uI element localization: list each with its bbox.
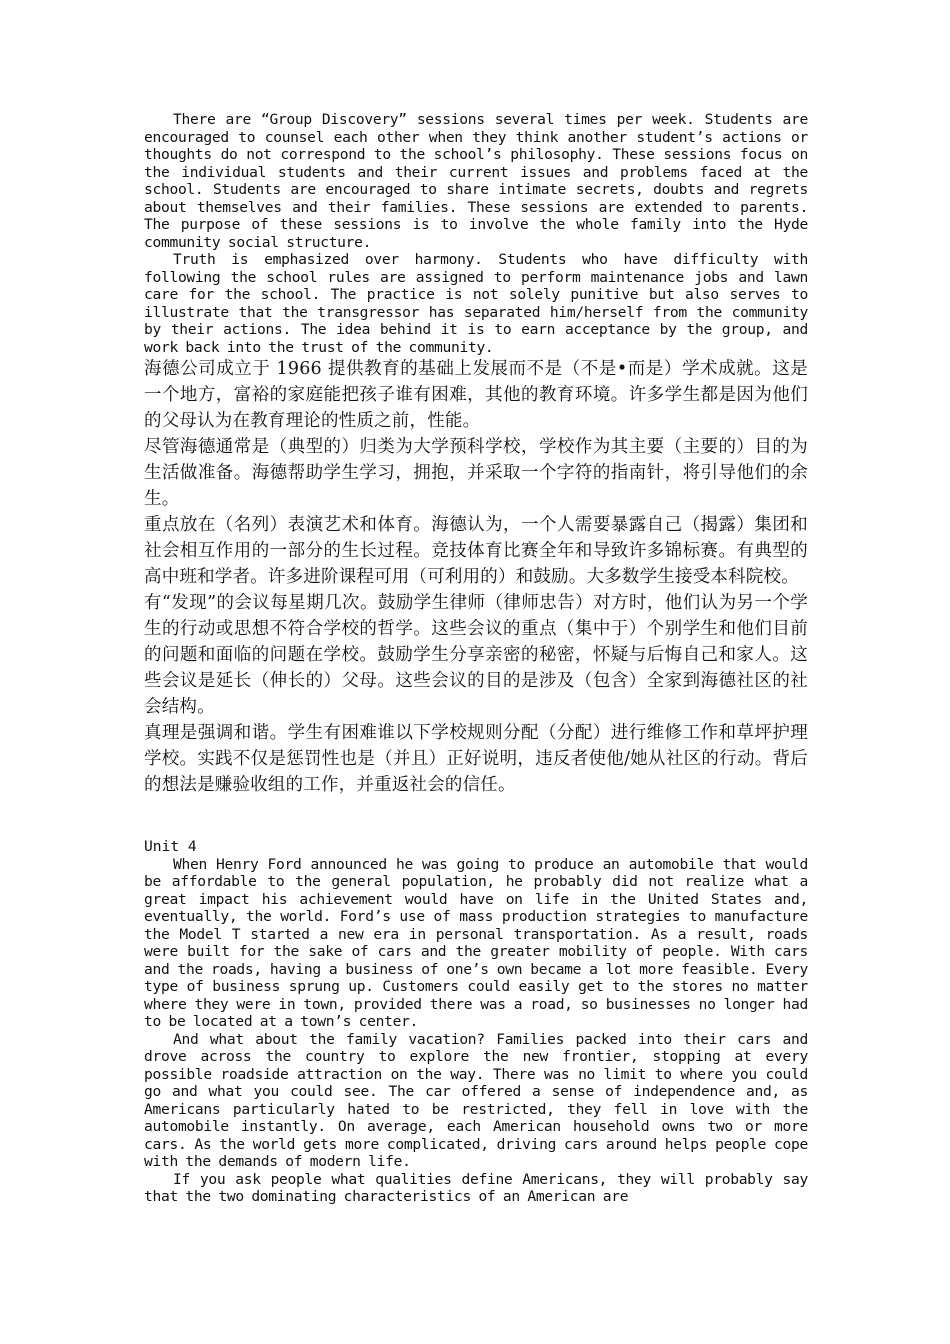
paragraph-zh-4: 有“发现”的会议每星期几次。鼓励学生律师（律师忠告）对方时，他们认为另一个学生的行动或思想不符合学校的哲学。这些会议的重点（集中于）个别学生和他们目前的问题和面临的问题在学校。鼓励学生分享亲密的秘密，怀疑与后悔自己和家人。这些会议是延长（伸长的）父母。这些会议的目的是涉及（包含）全家到海德社区的社会结构。 bbox=[144, 593, 808, 717]
paragraph-zh-1: 海德公司成立于 1966 提供教育的基础上发展而不是（不是•而是）学术成就。这是一个地方，富裕的家庭能把孩子谁有困难，其他的教育环境。许多学生都是因为他们的父母认为在教育理论的性质之前，性能。 bbox=[144, 359, 808, 431]
paragraph-zh-5: 真理是强调和谐。学生有困难谁以下学校规则分配（分配）进行维修工作和草坪护理学校。实践不仅是惩罚性也是（并且）正好说明，违反者使他/她从社区的行动。背后的想法是赚验收组的工作，并重返社会的信任。 bbox=[144, 723, 808, 795]
paragraph-truth-harmony: Truth is emphasized over harmony. Students who have difficulty with following the school rules are assigned to perform maintenance jobs and lawn care for the school. The practice is not solely punitive but also serves to illustrate that the transgressor has separated him/herself from the community by their actions. The idea behind it is to earn acceptance by the group, and work back into the trust of the community. bbox=[144, 251, 808, 356]
paragraph-zh-2: 尽管海德通常是（典型的）归类为大学预科学校，学校作为其主要（主要的）目的为生活做准备。海德帮助学生学习，拥抱，并采取一个字符的指南针，将引导他们的余生。 bbox=[144, 437, 808, 509]
paragraph-qualities: If you ask people what qualities define Americans, they will probably say that the two dominating characteristics of an American are bbox=[144, 1170, 808, 1205]
document-page bbox=[144, 111, 808, 1206]
paragraph-henry-ford: When Henry Ford announced he was going to produce an automobile that would be affordable to the general population, he probably did not realize what a great impact his achievement would have on life in the United States and, eventually, the world. Ford’s use of mass production strategies to manufacture the Model T started a new era in personal transportation. As a result, roads were built for the sake of cars and the greater mobility of people. With cars and the roads, having a business of one’s own became a lot more feasible. Every type of business sprung up. Customers could easily get to the stores no matter where they were in town, provided there was a road, so businesses no longer had to be located at a town’s center. bbox=[144, 855, 808, 1030]
section-spacer bbox=[144, 798, 808, 838]
paragraph-family-vacation: And what about the family vacation? Families packed into their cars and drove across the country to explore the new frontier, stopping at every possible roadside attraction on the way. There was no limit to where you could go and what you could see. The car offered a sense of independence and, as Americans particularly hated to be restricted, they fell in love with the automobile instantly. On average, each American household owns two or more cars. As the world gets more complicated, driving cars around helps people cope with the demands of modern life. bbox=[144, 1030, 808, 1170]
paragraph-group-discovery: There are “Group Discovery” sessions several times per week. Students are encouraged to counsel each other when they think another student’s actions or thoughts do not correspond to the school’s philosophy. These sessions focus on the individual students and their current issues and problems faced at the school. Students are encouraged to share intimate secrets, doubts and regrets about themselves and their families. These sessions are extended to parents. The purpose of these sessions is to involve the whole family into the Hyde community social structure. bbox=[144, 111, 808, 251]
unit-heading: Unit 4 bbox=[144, 838, 197, 855]
paragraph-zh-3: 重点放在（名列）表演艺术和体育。海德认为，一个人需要暴露自己（揭露）集团和社会相互作用的一部分的生长过程。竞技体育比赛全年和导致许多锦标赛。有典型的高中班和学者。许多进阶课程可用（可利用的）和鼓励。大多数学生接受本科院校。 bbox=[144, 515, 808, 587]
